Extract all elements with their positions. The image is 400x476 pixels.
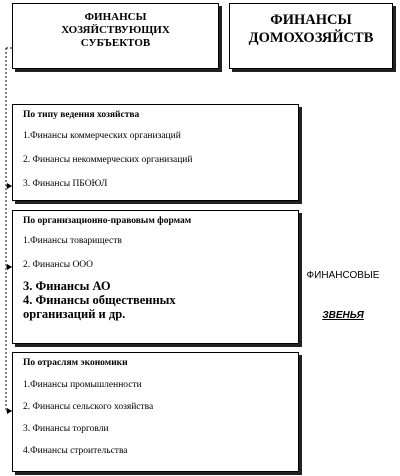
box-line: ДОМОХОЗЯЙСТВ xyxy=(248,30,374,46)
list-item: 1.Финансы промышленности xyxy=(23,380,142,390)
list-item: 4.Финансы строительства xyxy=(23,446,128,456)
group-box-by-legal-form xyxy=(12,210,299,344)
financial-links-label-second: ЗВЕНЬЯ xyxy=(322,310,364,321)
box-line: СУБЪЕКТОВ xyxy=(80,37,151,49)
group-box-by-economy-sector xyxy=(12,352,299,472)
list-item: 2. Финансы сельского хозяйства xyxy=(23,402,154,412)
group-title: По отраслям экономики xyxy=(23,358,128,368)
list-item: 3. Финансы АО xyxy=(23,279,111,293)
financial-links-label: ФИНАНСОВЫЕ xyxy=(306,270,380,281)
household-finance-box xyxy=(229,3,393,69)
list-item: 3. Финансы ПБОЮЛ xyxy=(23,179,108,189)
box-line: ФИНАНСЫ xyxy=(270,12,352,28)
business-entities-finance-box xyxy=(12,3,219,69)
box-line: ХОЗЯЙСТВУЮЩИХ xyxy=(61,24,170,36)
group-title: По организационно-правовым формам xyxy=(23,216,192,226)
box-line: ФИНАНСЫ xyxy=(84,11,147,23)
group-box-by-economy-type xyxy=(12,104,299,201)
list-item: 1.Финансы товариществ xyxy=(23,236,122,246)
list-item: 3. Финансы торговли xyxy=(23,424,109,434)
list-item: 2. Финансы некоммерческих организаций xyxy=(23,155,193,165)
group-title: По типу ведения хозяйства xyxy=(23,110,140,120)
list-item: 2. Финансы ООО xyxy=(23,260,94,270)
list-item: 1.Финансы коммерческих организаций xyxy=(23,131,181,141)
list-item: 4. Финансы общественных организаций и др. xyxy=(23,293,176,321)
